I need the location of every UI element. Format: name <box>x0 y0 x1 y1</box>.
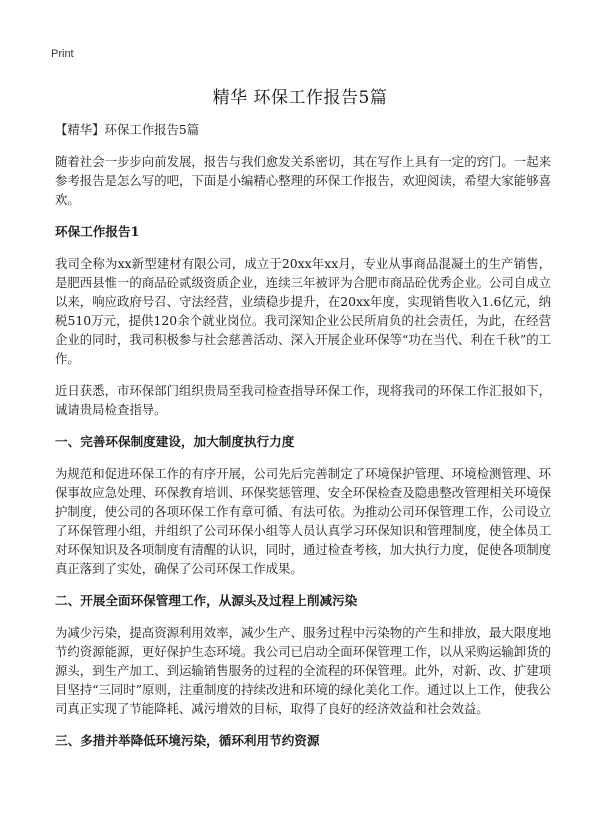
page-title: 精华 环保工作报告5篇 <box>212 88 388 108</box>
section-3-heading: 三、多措并举降低环境污染，循环利用节约资源 <box>55 733 320 748</box>
report1-paragraph-2: 近日获悉，市环保部门组织贵局至我司检查指导环保工作，现将我司的环保工作汇报如下，诚请贵局检查指导。 <box>55 383 551 417</box>
section-2-heading: 二、开展全面环保管理工作，从源头及过程上削减污染 <box>55 593 358 608</box>
section-2-paragraph: 为减少污染，提高资源利用效率，减少生产、服务过程中污染物的产生和排放，最大限度地节约资源能源，更好保护生态环境。我公司已启动全面环保管理工作，以从采购运输卸货的源头，到生产加工、到运输销售服务的过程的全流程的环保管理。此外，对新、改、扩建项目坚持“三同时”原则，注重制度的持续改进和环境的绿化美化工作。通过以上工作，使我公司真正实现了节能降耗、减污增效的目标，取得了良好的经济效益和社会效益。 <box>55 625 551 716</box>
intro-paragraph: 随着社会一步步向前发展，报告与我们愈发关系密切，其在写作上具有一定的窍门。一起来参考报告是怎么写的吧，下面是小编精心整理的环保工作报告，欢迎阅读，希望大家能够喜欢。 <box>55 154 551 207</box>
section-1-heading: 一、完善环保制度建设，加大制度执行力度 <box>55 434 295 449</box>
section-1-paragraph: 为规范和促进环保工作的有序开展，公司先后完善制定了环境保护管理、环境检测管理、环保事故应急处理、环保教育培训、环保奖惩管理、安全环保检查及隐患整改管理相关环境保护制度，使公司的各项环保工作有章可循、有法可依。为推动公司环保管理工作，公司设立了环保管理小组，并组织了公司环保小组等人员认真学习环保知识和管理制度，使全体员工对环保知识及各项制度有清醒的认识，同时，通过检查考核，加大执行力度，促使各项制度真正落到了实处，确保了公司环保工作成果。 <box>55 466 551 576</box>
report1-heading: 环保工作报告1 <box>55 224 140 239</box>
print-label: Print <box>51 48 74 60</box>
subtitle-line: 【精华】环保工作报告5篇 <box>55 122 200 137</box>
document-body <box>55 120 551 750</box>
report1-paragraph-1: 我司全称为xx新型建材有限公司，成立于20xx年xx月，专业从事商品混凝土的生产销售，是肥西县惟一的商品砼贰级资质企业，连续三年被评为合肥市商品砼优秀企业。公司自成立以来，响应政府号召、守法经营，业绩稳步提升，在20xx年度，实现销售收入1.6亿元，纳税510万元，提供120余个就业岗位。我司深知企业公民所肩负的社会责任，为此，在经营企业的同时，我司积极参与社会慈善活动、深入开展企业环保等“功在当代、利在千秋”的工作。 <box>55 256 551 366</box>
